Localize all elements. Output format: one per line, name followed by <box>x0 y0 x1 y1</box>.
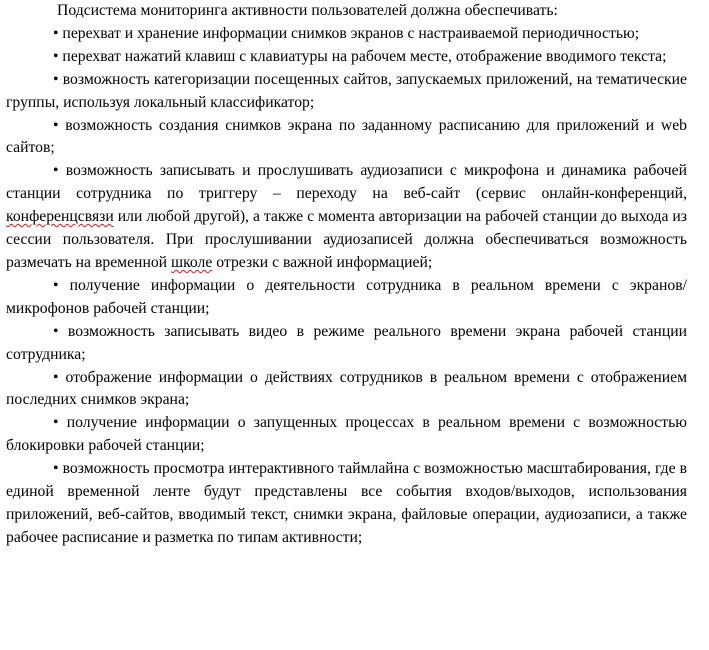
list-item <box>6 321 687 367</box>
list-item <box>6 69 687 115</box>
list-item <box>6 160 687 275</box>
misspelled-word[interactable]: школе <box>171 253 213 271</box>
list-item <box>6 23 687 46</box>
list-item-text: возможность категоризации посещенных сайтов, запускаемых приложений, на тематические группы, используя локальный классификатор; <box>6 70 688 111</box>
bullet-icon: • <box>53 368 59 386</box>
list-item-text: отображение информации о действиях сотрудников в реальном времени с отображением последних снимков экрана; <box>6 368 687 409</box>
bullet-icon: • <box>53 414 59 432</box>
document-page <box>6 0 687 550</box>
list-item <box>6 367 687 413</box>
intro-paragraph: Подсистема мониторинга активности пользователей должна обеспечивать: <box>57 2 558 19</box>
list-item-text: возможность создания снимков экрана по заданному расписанию для приложений и web сайтов; <box>6 116 687 157</box>
bullet-icon: • <box>53 322 59 340</box>
list-item-text-part: или любой другой), а также с момента авторизации на рабочей станции до выхода из сессии пользователя. При прослушивании аудиозаписей должна обеспечиваться возможность размечать на временной <box>6 208 687 271</box>
list-item-text: получение информации о деятельности сотрудника в реальном времени с экранов/микрофонов рабочей станции; <box>6 276 687 317</box>
list-item-text-part: возможность записывать и прослушивать аудиозаписи с микрофона и динамика рабочей станции сотрудника по триггеру – переходу на веб-сайт (сервис онлайн-конференций, <box>6 162 688 203</box>
bullet-icon: • <box>53 116 59 134</box>
list-item-text: возможность просмотра интерактивного таймлайна с возможностью масштабирования, где в единой временной ленте будут представлены все события входов/выходов, использования приложений, веб-сайтов, вводимый текст, снимки экрана, файловые операции, аудиозаписи, а также рабочее расписание и разметка по типам активности; <box>6 460 688 546</box>
list-item <box>6 46 687 69</box>
bullet-icon: • <box>53 70 59 88</box>
list-item <box>6 275 687 321</box>
bullet-icon: • <box>53 47 59 65</box>
list-item <box>6 458 687 550</box>
misspelled-word[interactable]: конференцсвязи <box>6 208 114 226</box>
list-item-text: возможность записывать видео в режиме реального времени экрана рабочей станции сотрудника; <box>6 322 688 363</box>
list-item-text-part: отрезки с важной информацией; <box>212 253 433 271</box>
list-item-text: перехват нажатий клавиш с клавиатуры на рабочем месте, отображение вводимого текста; <box>62 47 667 65</box>
list-item <box>6 115 687 161</box>
bullet-icon: • <box>53 276 59 294</box>
bullet-icon: • <box>53 24 59 42</box>
bullet-icon: • <box>53 162 59 180</box>
list-item-text: перехват и хранение информации снимков экранов с настраиваемой периодичностью; <box>62 24 640 42</box>
bullet-icon: • <box>53 460 59 478</box>
list-item <box>6 412 687 458</box>
list-item-text: получение информации о запущенных процессах в реальном времени с возможностью блокировки рабочей станции; <box>6 414 687 455</box>
